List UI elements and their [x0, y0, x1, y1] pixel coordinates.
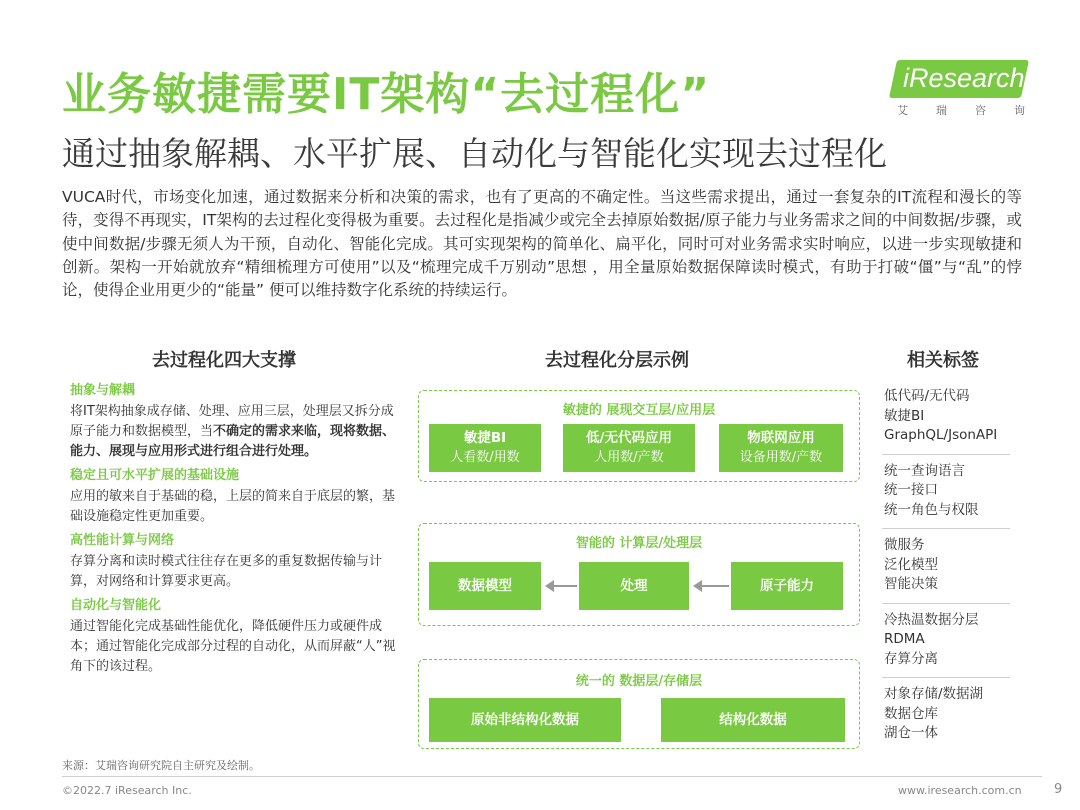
- intro-paragraph: VUCA时代，市场变化加速，通过数据来分析和决策的需求，也有了更高的不确定性。当这些需求提出，通过一套复杂的IT流程和漫长的等待，变得不再现实，IT架构的去过程化变得极为重要。去过程化是指减少或完全去掉原始数据/原子能力与业务需求之间的中间数据/步骤，或使中间数据/步骤无须人为干预，自动化、智能化完成。其可实现架构的简单化、扁平化，同时可对业务需求实时响应，以进一步实现敏捷和创新。架构一开始就放弃“精细梳理方可使用”以及“梳理完成千万别动”思想 ，用全量原始数据保障读时模式，有助于打破“僵”与“乱”的悖论，使得企业用更少的“能量” 便可以维持数字化系统的持续运行。: [62, 188, 1022, 300]
- tag: 敏捷BI: [884, 407, 925, 424]
- layer-title: 统一的 数据层/存储层: [575, 674, 703, 689]
- page-subtitle: 通过抽象解耦、水平扩展、自动化与智能化实现去过程化: [62, 134, 887, 173]
- layer-box: 数据模型: [429, 562, 541, 610]
- tag-group: [882, 529, 1010, 604]
- tag: 湖仓一体: [884, 725, 938, 741]
- tag: 智能决策: [884, 576, 938, 592]
- layer-box: 结构化数据: [661, 698, 845, 742]
- tag: 统一接口: [884, 482, 938, 498]
- tag-group: [882, 604, 1010, 679]
- logo-sub-char: 瑞: [936, 104, 947, 117]
- pillar-text: [70, 402, 400, 462]
- copyright: ©2022.7 iResearch Inc.: [62, 784, 192, 797]
- tag-group: [882, 455, 1010, 530]
- logo-sub-char: 咨: [975, 104, 986, 117]
- pillar-title: 稳定且可水平扩展的基础设施: [70, 468, 240, 483]
- tag: GraphQL/JsonAPI: [884, 427, 998, 443]
- layer-title: 智能的 计算层/处理层: [575, 536, 703, 551]
- layer-box: [429, 424, 541, 472]
- layer-box: 原子能力: [731, 562, 843, 610]
- layer-box-sub: 设备用数/产数: [739, 450, 823, 465]
- logo-sub-char: 询: [1014, 104, 1025, 117]
- layer-box-name: 物联网应用: [747, 430, 815, 446]
- page-title: 业务敏捷需要IT架构“去过程化”: [62, 69, 711, 120]
- tag-group: [882, 678, 1010, 752]
- tag: 存算分离: [884, 650, 938, 667]
- pillar-text: 应用的敏来自于基础的稳，上层的简来自于底层的繁，基础设施稳定性更加重要。: [70, 489, 396, 524]
- tag-group: [882, 380, 1010, 455]
- pillar-title: 高性能计算与网络: [70, 533, 175, 548]
- pillar-title: 自动化与智能化: [70, 598, 162, 613]
- logo-subtext: [897, 102, 1025, 118]
- layer-compute: [418, 523, 860, 626]
- column-heading-pillars: 去过程化四大支撑: [152, 350, 296, 371]
- layer-box-name: 低/无代码应用: [586, 430, 672, 446]
- logo-text: iResearch: [903, 63, 1025, 93]
- pillar-text: 通过智能化完成基础性能优化，降低硬件压力或硬件成本；通过智能化完成部分过程的自动化，从而屏蔽“人”视角下的该过程。: [70, 619, 396, 674]
- pillar-title: 抽象与解耦: [70, 383, 136, 398]
- tag: 对象存储/数据湖: [884, 686, 984, 702]
- layer-application: [418, 390, 860, 482]
- page-number: 9: [1054, 782, 1063, 797]
- layer-box-sub: 人用数/产数: [594, 450, 664, 465]
- column-heading-tags: 相关标签: [907, 350, 979, 371]
- tag: 低代码/无代码: [884, 388, 970, 404]
- layer-box: [719, 424, 843, 472]
- arrow-left-icon: [547, 585, 577, 587]
- pillar-text-normal: 将IT架构抽象成存储、处理、应用三层，处理层又拆分成原子能力和数据模型，当: [70, 404, 394, 439]
- layer-storage: [418, 659, 860, 749]
- layer-box: 原始非结构化数据: [429, 698, 621, 742]
- layer-box: 处理: [579, 562, 689, 610]
- column-heading-layers: 去过程化分层示例: [545, 350, 689, 371]
- logo-sub-char: 艾: [897, 104, 908, 117]
- layer-box: [563, 424, 695, 472]
- pillar-text-bold: 不确定的需求来临，现将数据、能力、展现与应用形式进行组合进行处理。: [70, 424, 396, 459]
- arrow-left-icon: [695, 585, 729, 587]
- pillars-list: [70, 380, 400, 680]
- tags-list: [882, 380, 1010, 752]
- layer-box-name: 敏捷BI: [463, 430, 507, 446]
- layer-title: 敏捷的 展现交互层/应用层: [562, 403, 716, 418]
- tag: 统一角色与权限: [884, 501, 979, 518]
- source-note: 来源：艾瑞咨询研究院自主研究及绘制。: [62, 759, 260, 772]
- tag: 微服务: [884, 537, 925, 553]
- tag: RDMA: [884, 631, 925, 647]
- tag: 冷热温数据分层: [884, 611, 979, 628]
- pillar-text: 存算分离和读时模式往往存在更多的重复数据传输与计算，对网络和计算要求更高。: [70, 554, 383, 589]
- layer-box-sub: 人看数/用数: [450, 450, 520, 465]
- iresearch-logo: [893, 60, 1025, 120]
- tag: 泛化模型: [884, 556, 938, 573]
- website-link[interactable]: www.iresearch.com.cn: [898, 784, 1022, 797]
- footer-divider: [62, 776, 1042, 777]
- tag: 统一查询语言: [884, 462, 965, 479]
- tag: 数据仓库: [884, 705, 938, 722]
